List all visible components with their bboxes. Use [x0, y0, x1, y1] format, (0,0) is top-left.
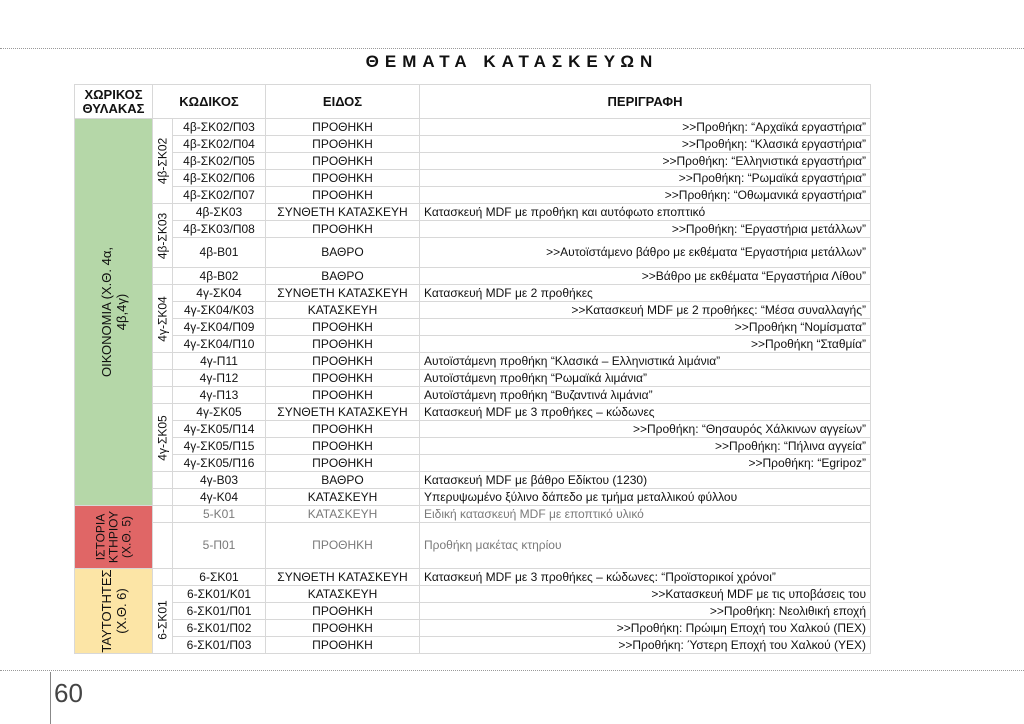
desc-cell: >>Κατασκευή MDF με 2 προθήκες: “Μέσα συναλλαγής” [420, 302, 871, 319]
type-cell: ΚΑΤΑΣΚΕΥΗ [266, 586, 420, 603]
group-4b-sk02 [153, 119, 173, 204]
table-row [75, 455, 871, 472]
code-cell: 4β-ΣΚ02/Π05 [173, 153, 266, 170]
table-row [75, 285, 871, 302]
type-cell: ΠΡΟΘΗΚΗ [266, 119, 420, 136]
section-oikonomia-label: ΟΙΚΟΝΟΜΙΑ (Χ.Θ. 4α, 4β,4γ) [98, 247, 129, 377]
code-cell: 5-Κ01 [173, 506, 266, 523]
group-label: 4β-ΣΚ02 [155, 137, 169, 185]
type-cell: ΠΡΟΘΗΚΗ [266, 353, 420, 370]
table-row [75, 370, 871, 387]
code-cell: 4γ-ΣΚ04/Κ03 [173, 302, 266, 319]
type-cell: ΠΡΟΘΗΚΗ [266, 523, 420, 569]
code-cell: 4β-Β01 [173, 238, 266, 268]
code-cell: 4γ-Π13 [173, 387, 266, 404]
table-row [75, 268, 871, 285]
section-oikonomia [75, 119, 153, 506]
desc-cell: >>Προθήκη: “Οθωμανικά εργαστήρια” [420, 187, 871, 204]
code-cell: 4γ-Π12 [173, 370, 266, 387]
section-istoria [75, 506, 153, 569]
desc-cell: >>Προθήκη: “Ρωμαϊκά εργαστήρια” [420, 170, 871, 187]
type-cell: ΒΑΘΡΟ [266, 238, 420, 268]
table-row [75, 136, 871, 153]
table-row [75, 221, 871, 238]
table-row [75, 472, 871, 489]
table-row [75, 404, 871, 421]
desc-cell: Υπερυψωμένο ξύλινο δάπεδο με τμήμα μεταλλικού φύλλου [420, 489, 871, 506]
table-row [75, 170, 871, 187]
code-cell: 6-ΣΚ01 [173, 569, 266, 586]
table-row [75, 353, 871, 370]
code-cell: 4γ-Κ04 [173, 489, 266, 506]
table-row [75, 238, 871, 268]
type-cell: ΚΑΤΑΣΚΕΥΗ [266, 302, 420, 319]
group-label: 6-ΣΚ01 [155, 599, 169, 640]
type-cell: ΠΡΟΘΗΚΗ [266, 319, 420, 336]
section-istoria-label: ΙΣΤΟΡΙΑ ΚΤΗΡΙΟΥ (Χ.Θ. 5) [93, 510, 133, 564]
top-dotted-rule [0, 48, 1024, 49]
header-location: ΧΩΡΙΚΟΣ ΘΥΛΑΚΑΣ [75, 85, 153, 119]
type-cell: ΣΥΝΘΕΤΗ ΚΑΤΑΣΚΕΥΗ [266, 569, 420, 586]
code-cell: 5-Π01 [173, 523, 266, 569]
page-title: ΘΕΜΑΤΑ ΚΑΤΑΣΚΕΥΩΝ [365, 52, 659, 71]
desc-cell: >>Προθήκη: Πρώιμη Εποχή του Χαλκού (ΠΕΧ) [420, 620, 871, 637]
code-cell: 4γ-ΣΚ04/Π10 [173, 336, 266, 353]
table-row [75, 336, 871, 353]
code-cell: 4γ-ΣΚ04 [173, 285, 266, 302]
desc-cell: >>Αυτοϊστάμενο βάθρο με εκθέματα “Εργαστήρια μετάλλων” [420, 238, 871, 268]
code-cell: 4β-ΣΚ02/Π04 [173, 136, 266, 153]
type-cell: ΠΡΟΘΗΚΗ [266, 370, 420, 387]
type-cell: ΣΥΝΘΕΤΗ ΚΑΤΑΣΚΕΥΗ [266, 285, 420, 302]
table-row [75, 387, 871, 404]
desc-cell: Αυτοϊστάμενη προθήκη “Κλασικά – Ελληνιστικά λιμάνια” [420, 353, 871, 370]
type-cell: ΠΡΟΘΗΚΗ [266, 170, 420, 187]
desc-cell: Κατασκευή MDF με προθήκη και αυτόφωτο εποπτικό [420, 204, 871, 221]
code-cell: 4γ-ΣΚ05/Π16 [173, 455, 266, 472]
type-cell: ΣΥΝΘΕΤΗ ΚΑΤΑΣΚΕΥΗ [266, 404, 420, 421]
table-row [75, 319, 871, 336]
table-row [75, 187, 871, 204]
type-cell: ΚΑΤΑΣΚΕΥΗ [266, 506, 420, 523]
type-cell: ΠΡΟΘΗΚΗ [266, 221, 420, 238]
code-cell: 4γ-ΣΚ05 [173, 404, 266, 421]
desc-cell: >>Προθήκη “Σταθμία” [420, 336, 871, 353]
constructions-table [74, 84, 871, 654]
table-row [75, 637, 871, 654]
code-cell: 4γ-Β03 [173, 472, 266, 489]
header-description: ΠΕΡΙΓΡΑΦΗ [420, 85, 871, 119]
page-number: 60 [54, 678, 83, 708]
desc-cell: >>Προθήκη: “Κλασικά εργαστήρια” [420, 136, 871, 153]
code-cell: 4γ-Π11 [173, 353, 266, 370]
table-row [75, 489, 871, 506]
table-row [75, 302, 871, 319]
desc-cell: Ειδική κατασκευή MDF με εποπτικό υλικό [420, 506, 871, 523]
code-cell: 4β-ΣΚ03/Π08 [173, 221, 266, 238]
code-cell: 4β-ΣΚ02/Π06 [173, 170, 266, 187]
desc-cell: Προθήκη μακέτας κτηρίου [420, 523, 871, 569]
table-row [75, 523, 871, 569]
table-row [75, 438, 871, 455]
type-cell: ΠΡΟΘΗΚΗ [266, 153, 420, 170]
type-cell: ΒΑΘΡΟ [266, 472, 420, 489]
group-label: 4γ-ΣΚ04 [155, 295, 169, 342]
desc-cell: >>Προθήκη: “Egripoz” [420, 455, 871, 472]
table-row [75, 204, 871, 221]
desc-cell: Αυτοϊστάμενη προθήκη “Ρωμαϊκά λιμάνια” [420, 370, 871, 387]
table-row [75, 506, 871, 523]
group-4g-sk04 [153, 285, 173, 353]
desc-cell: Κατασκευή MDF με βάθρο Εδίκτου (1230) [420, 472, 871, 489]
bottom-dotted-rule [0, 670, 1024, 671]
code-cell: 4γ-ΣΚ05/Π14 [173, 421, 266, 438]
code-cell: 6-ΣΚ01/Π02 [173, 620, 266, 637]
type-cell: ΠΡΟΘΗΚΗ [266, 421, 420, 438]
code-cell: 4β-ΣΚ03 [173, 204, 266, 221]
desc-cell: >>Προθήκη: “Θησαυρός Χάλκινων αγγείων” [420, 421, 871, 438]
group-4b-sk03 [153, 204, 173, 268]
type-cell: ΠΡΟΘΗΚΗ [266, 387, 420, 404]
table-row [75, 421, 871, 438]
type-cell: ΒΑΘΡΟ [266, 268, 420, 285]
section-taftotites-label: ΤΑΥΤΟΤΗΤΕΣ (Χ.Θ. 6) [98, 569, 129, 653]
desc-cell: >>Κατασκευή MDF με τις υποβάσεις του [420, 586, 871, 603]
type-cell: ΠΡΟΘΗΚΗ [266, 455, 420, 472]
table-row [75, 569, 871, 586]
desc-cell: >>Προθήκη “Νομίσματα” [420, 319, 871, 336]
desc-cell: >>Προθήκη: Νεολιθική εποχή [420, 603, 871, 620]
type-cell: ΠΡΟΘΗΚΗ [266, 637, 420, 654]
type-cell: ΠΡΟΘΗΚΗ [266, 336, 420, 353]
code-cell: 4β-ΣΚ02/Π07 [173, 187, 266, 204]
table-row [75, 153, 871, 170]
desc-cell: >>Βάθρο με εκθέματα “Εργαστήρια Λίθου” [420, 268, 871, 285]
type-cell: ΠΡΟΘΗΚΗ [266, 603, 420, 620]
desc-cell: >>Προθήκη: “Εργαστήρια μετάλλων” [420, 221, 871, 238]
section-taftotites [75, 569, 153, 654]
group-4g-sk05 [153, 404, 173, 472]
table-row [75, 620, 871, 637]
type-cell: ΠΡΟΘΗΚΗ [266, 136, 420, 153]
header-row [75, 85, 871, 119]
code-cell: 4β-ΣΚ02/Π03 [173, 119, 266, 136]
desc-cell: Κατασκευή MDF με 2 προθήκες [420, 285, 871, 302]
desc-cell: Κατασκευή MDF με 3 προθήκες – κώδωνες [420, 404, 871, 421]
table-row [75, 603, 871, 620]
type-cell: ΚΑΤΑΣΚΕΥΗ [266, 489, 420, 506]
header-type: ΕΙΔΟΣ [266, 85, 420, 119]
table-row [75, 119, 871, 136]
desc-cell: >>Προθήκη: Ύστερη Εποχή του Χαλκού (ΥΕΧ) [420, 637, 871, 654]
code-cell: 6-ΣΚ01/Π01 [173, 603, 266, 620]
group-label: 4γ-ΣΚ05 [155, 414, 169, 461]
table-row [75, 586, 871, 603]
desc-cell: >>Προθήκη: “Αρχαϊκά εργαστήρια” [420, 119, 871, 136]
type-cell: ΣΥΝΘΕΤΗ ΚΑΤΑΣΚΕΥΗ [266, 204, 420, 221]
group-label: 4β-ΣΚ03 [155, 212, 169, 259]
code-cell: 6-ΣΚ01/Κ01 [173, 586, 266, 603]
desc-cell: Αυτοϊστάμενη προθήκη “Βυζαντινά λιμάνια” [420, 387, 871, 404]
type-cell: ΠΡΟΘΗΚΗ [266, 438, 420, 455]
desc-cell: Κατασκευή MDF με 3 προθήκες – κώδωνες: “Προϊστορικοί χρόνοι” [420, 569, 871, 586]
group-6-sk01 [153, 586, 173, 654]
code-cell: 4β-Β02 [173, 268, 266, 285]
type-cell: ΠΡΟΘΗΚΗ [266, 187, 420, 204]
code-cell: 4γ-ΣΚ05/Π15 [173, 438, 266, 455]
desc-cell: >>Προθήκη: “Ελληνιστικά εργαστήρια” [420, 153, 871, 170]
type-cell: ΠΡΟΘΗΚΗ [266, 620, 420, 637]
header-code: ΚΩΔΙΚΟΣ [153, 85, 266, 119]
code-cell: 6-ΣΚ01/Π03 [173, 637, 266, 654]
desc-cell: >>Προθήκη: “Πήλινα αγγεία” [420, 438, 871, 455]
code-cell: 4γ-ΣΚ04/Π09 [173, 319, 266, 336]
page-number-divider [50, 672, 51, 724]
